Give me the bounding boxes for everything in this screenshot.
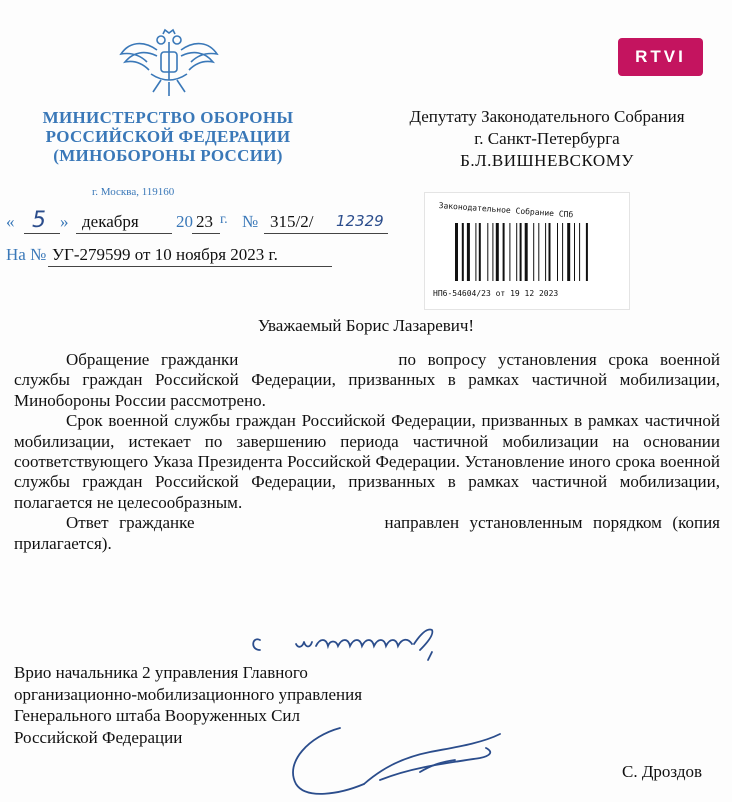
barcode-bar [516, 223, 517, 281]
addressee-line-2: г. Санкт-Петербурга [474, 129, 620, 148]
greeting: Уважаемый Борис Лазаревич! [257, 316, 475, 335]
addressee-line-1: Депутату Законодательного Собрания [409, 107, 685, 126]
reference-underline [48, 266, 332, 267]
outgoing-number-handwritten: 12329 [336, 212, 384, 230]
barcode-bar [533, 223, 534, 281]
date-close-quote: » [60, 212, 69, 231]
date-year-prefix: 20 [176, 212, 193, 231]
signer-line-3: Генерального штаба Вооруженных Сил [14, 706, 301, 725]
signature [280, 722, 530, 802]
barcode-bar [487, 223, 488, 281]
paragraph-1-end: по вопросу установления срока военной службы граждан Российской Федерации, призванных в рамках частичной мобилизации, Минобороны России рассмотрено. [14, 350, 721, 410]
barcode-bar [479, 223, 481, 281]
signer-line-2: организационно-мобилизационного управления [14, 684, 363, 704]
reference-line [6, 245, 336, 267]
signer-name: С. Дроздов [622, 762, 703, 781]
barcode-bar [467, 223, 470, 281]
letter-body [14, 350, 720, 554]
reference-value: УГ-279599 от 10 ноября 2023 г. [52, 245, 278, 264]
barcode-bar [574, 223, 575, 281]
ministry-address: г. Москва, 119160 [92, 186, 175, 198]
date-line [6, 208, 396, 234]
barcode-bar [509, 223, 510, 281]
signer-line-1: Врио начальника 2 управления Главного [14, 663, 308, 682]
ministry-name-line-2: РОССИЙСКОЙ ФЕДЕРАЦИИ [45, 127, 291, 146]
barcode-bar [557, 223, 558, 281]
date-month: декабря [82, 212, 139, 231]
barcode-bar [567, 223, 570, 281]
stamp-header: Законодательное Собрание СПб [438, 201, 574, 220]
signer-line-4: Российской Федерации [14, 727, 183, 747]
outgoing-number: 315/2/ [270, 212, 314, 231]
ministry-name-line-1: МИНИСТЕРСТВО ОБОРОНЫ [42, 108, 294, 127]
barcode-bar [579, 223, 580, 281]
barcode-bar [545, 223, 546, 281]
date-open-quote: « [6, 212, 15, 231]
date-day-handwritten: 5 [32, 208, 46, 233]
handwritten-closing [246, 622, 446, 662]
barcode-bar [455, 223, 458, 281]
paragraph-1 [14, 350, 720, 411]
number-label: № [242, 212, 259, 231]
paragraph-3-start: Ответ гражданке [66, 513, 195, 533]
day-underline [24, 233, 60, 234]
registration-stamp [424, 192, 630, 310]
paragraph-1-start: Обращение гражданки [66, 350, 239, 369]
barcode [455, 223, 603, 281]
barcode-bar [496, 223, 499, 281]
paragraph-3 [14, 513, 720, 554]
barcode-bar [538, 223, 539, 281]
barcode-bar [525, 223, 528, 281]
barcode-bar [492, 223, 493, 281]
date-year-label: г. [220, 212, 228, 227]
barcode-bar [586, 223, 588, 281]
month-underline [76, 233, 172, 234]
ministry-name-line-3: (МИНОБОРОНЫ РОССИИ) [53, 146, 283, 165]
ministry-header [18, 108, 318, 165]
rtvi-logo: RTVI [618, 38, 703, 76]
date-year-suffix: 23 [196, 212, 213, 231]
reference-label: На № [6, 245, 47, 264]
number-underline [264, 233, 388, 234]
addressee-block [372, 106, 722, 172]
barcode-bar [503, 223, 505, 281]
barcode-bar [462, 223, 464, 281]
year-underline [192, 233, 220, 234]
paragraph-2: Срок военной службы граждан Российской Федерации, призванных в рамках частичной мобилизации, истекает по завершению периода частичной мобилизации на основании соответствующего Указа Президента Российской Федерации. Установление иного срока военной службы граждан Российской Федерации, призванных в рамках частичной мобилизации, полагается не целесообразным. [14, 411, 720, 512]
addressee-line-3: Б.Л.ВИШНЕВСКОМУ [460, 151, 634, 170]
barcode-bar [475, 223, 476, 281]
stamp-footer: НП6-54604/23 от 19 12 2023 [433, 289, 559, 298]
barcode-bar [562, 223, 563, 281]
barcode-bar [520, 223, 522, 281]
barcode-bar [549, 223, 551, 281]
paragraph-3-end: направлен установленным порядком (копия прилагается). [14, 513, 721, 553]
double-headed-eagle-emblem-icon [117, 28, 221, 98]
